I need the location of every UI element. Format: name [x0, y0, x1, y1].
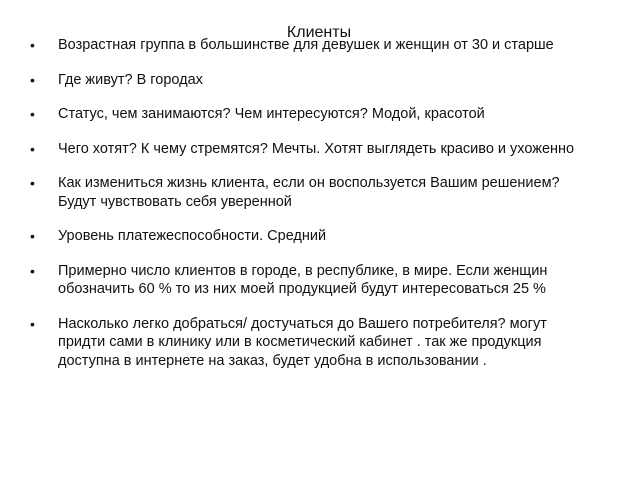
bullet-text: Возрастная группа в большинстве для девушек и женщин от 30 и старше	[58, 37, 554, 53]
bullet-text: Насколько легко добраться/ достучаться до Вашего потребителя? могут придти сами в клинику или в косметический кабинет . так же продукция доступна в интернете на заказ, будет удобна в использовании .	[58, 315, 547, 369]
bullet-icon: •	[30, 175, 35, 191]
bullet-text: Где живут? В городах	[58, 71, 203, 88]
bullet-text: Уровень платежеспособности. Средний	[58, 228, 327, 244]
list-item	[30, 174, 590, 211]
bullet-text: Примерно число клиентов в городе, в республике, в мире. Если женщин обозначить 60 % то из них моей продукцией будут интересоваться 25 %	[58, 262, 548, 297]
bullet-icon: •	[30, 37, 35, 53]
bullet-icon: •	[30, 106, 35, 122]
list-item	[30, 36, 590, 55]
bullet-text: Чего хотят? К чему стремятся? Мечты. Хотят выглядеть красиво и ухоженно	[58, 140, 575, 157]
list-item	[30, 227, 590, 246]
bullet-text: Как измениться жизнь клиента, если он воспользуется Вашим решением? Будут чувствовать себя уверенной	[58, 175, 560, 210]
bullet-list	[30, 36, 590, 386]
bullet-icon: •	[30, 315, 35, 332]
bullet-icon: •	[30, 140, 35, 157]
bullet-icon: •	[30, 71, 35, 88]
list-item	[30, 140, 590, 159]
bullet-icon: •	[30, 262, 35, 279]
list-item	[30, 262, 590, 299]
bullet-text: Статус, чем занимаются? Чем интересуются? Модой, красотой	[58, 106, 485, 122]
list-item	[30, 105, 590, 124]
slide-title: Клиенты	[286, 24, 352, 41]
bullet-icon: •	[30, 228, 35, 244]
list-item	[30, 71, 590, 90]
list-item	[30, 315, 590, 371]
